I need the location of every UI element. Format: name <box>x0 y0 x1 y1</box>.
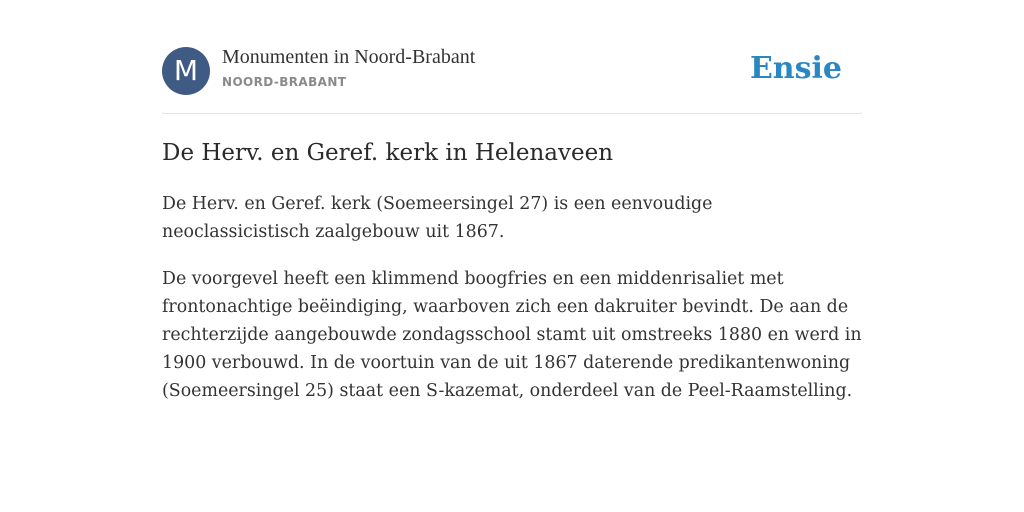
article-title: De Herv. en Geref. kerk in Helenaveen <box>162 140 614 166</box>
source-header <box>162 0 862 114</box>
source-avatar[interactable]: M <box>162 47 210 95</box>
source-region: NOORD-BRABANT <box>222 75 347 89</box>
article-body <box>162 190 862 405</box>
ensie-logo[interactable]: Ensie <box>749 51 842 86</box>
article-card <box>162 0 862 405</box>
article-paragraph: De Herv. en Geref. kerk (Soemeersingel 27) is een eenvoudige neoclassicistisch zaalgebouw uit 1867. <box>162 194 713 242</box>
article-paragraph: De voorgevel heeft een klimmend boogfries en een middenrisaliet met frontonachtige beëindiging, waarboven zich een dakruiter bevindt. De aan de rechterzijde aangebouwde zondagsschool stamt uit omstreeks 1880 en werd in 1900 verbouwd. In de voortuin van de uit 1867 daterende predikantenwoning (Soemeersingel 25) staat een S-kazemat, onderdeel van de Peel-Raamstelling. <box>162 269 862 401</box>
source-name[interactable]: Monumenten in Noord-Brabant <box>222 46 476 68</box>
